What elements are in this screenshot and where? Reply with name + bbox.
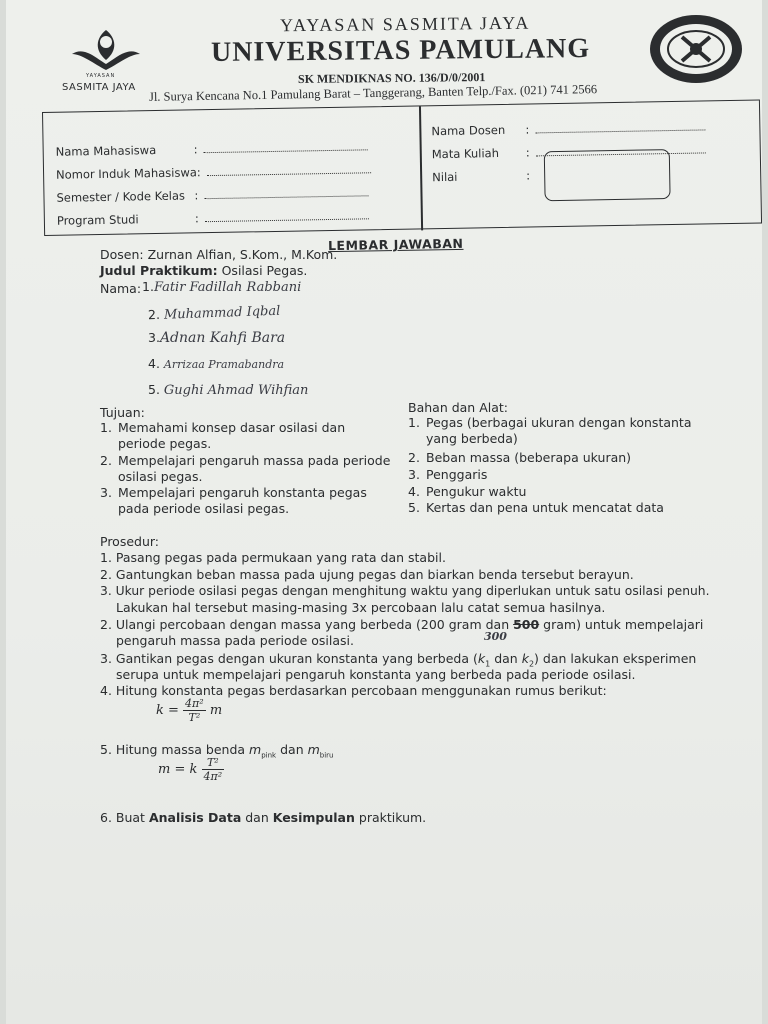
item-text: osilasi pegas.	[118, 469, 203, 484]
nilai-label: Nilai	[432, 169, 458, 185]
step-text: 2. Ulangi percobaan dengan massa yang berbeda (200 gram dan	[100, 617, 514, 632]
step-text: 5. Hitung massa benda	[100, 742, 250, 757]
item-text: Mempelajari pengaruh massa pada periode	[118, 453, 391, 468]
member-name: Fatir Fadillah Rabbani	[153, 280, 302, 295]
item-text: Memahami konsep dasar osilasi dan	[118, 420, 346, 435]
member-row	[142, 279, 301, 296]
item-number: 1.	[408, 415, 420, 430]
prosedur-step-cont: serupa untuk mempelajari pengaruh konstanta yang berbeda pada periode osilasi.	[116, 667, 636, 682]
answer-sheet-paper	[6, 0, 762, 1024]
prodi-row	[57, 212, 139, 227]
item-number: 3.	[408, 467, 420, 482]
member-number: 4.	[148, 356, 160, 371]
nama-dosen-label: Nama Dosen	[431, 122, 506, 139]
member-number: 1.	[142, 279, 154, 294]
item-number: 2.	[100, 453, 112, 468]
math-sub: pink	[261, 751, 277, 760]
nim-label: Nomor Induk Mahasiswa:	[55, 165, 201, 182]
mata-kuliah-label: Mata Kuliah	[431, 146, 500, 162]
item-number: 2.	[408, 450, 420, 465]
university-seal-icon	[646, 12, 746, 87]
math-var: m	[249, 742, 262, 757]
bahan-item	[408, 415, 692, 447]
step-text: 3. Gantikan pegas dengan ukuran konstanta yang berbeda (	[100, 651, 478, 666]
formula-fraction	[183, 697, 206, 724]
item-text: periode pegas.	[118, 436, 212, 451]
member-number: 2.	[147, 306, 161, 323]
prosedur-step: 3. Ukur periode osilasi pegas dengan menghitung waktu yang diperlukan untuk satu osilasi penuh.	[100, 584, 710, 598]
prosedur-step: 4. Hitung konstanta pegas berdasarkan percobaan menggunakan rumus berikut:	[100, 683, 607, 698]
nama-dosen-field	[525, 119, 705, 136]
member-row	[148, 356, 284, 373]
nilai-score-box[interactable]	[544, 149, 671, 201]
bahan-item	[408, 450, 631, 466]
item-text: Mempelajari pengaruh konstanta pegas	[118, 485, 367, 500]
prosedur-heading: Prosedur:	[100, 534, 160, 549]
member-name: Arrizaa Pramabandra	[163, 358, 285, 371]
student-info-box	[42, 99, 762, 236]
member-number: 5.	[148, 382, 160, 397]
university-address: Jl. Surya Kencana No.1 Pamulang Barat – Tanggerang, Banten Telp./Fax. (021) 741 2566	[148, 82, 598, 104]
step-text: gram) untuk mempelajari	[539, 617, 704, 632]
step-text: dan	[276, 742, 308, 757]
formula-denominator: T²	[188, 711, 201, 724]
logo-yayasan-text: YAYASAN	[86, 73, 116, 79]
math-var: k	[521, 651, 529, 666]
prosedur-step: 2. Gantungkan beban massa pada ujung pegas dan biarkan benda tersebut berayun.	[100, 567, 634, 582]
formula-numerator: T²	[202, 756, 225, 770]
member-number: 3.	[148, 330, 160, 345]
formula-fraction	[202, 756, 225, 783]
decree-number: SK MENDIKNAS NO. 136/D/0/2001	[297, 70, 486, 86]
item-text: Kertas dan pena untuk mencatat data	[426, 500, 664, 515]
semester-blank[interactable]	[204, 186, 368, 199]
dosen-line: Dosen: Zurnan Alfian, S.Kom., M.Kom.	[100, 247, 338, 262]
step-text: dan	[241, 810, 273, 825]
item-text: pada periode osilasi pegas.	[118, 501, 290, 516]
formula-lhs: m = k	[158, 762, 198, 777]
formula-lhs: k =	[156, 703, 179, 718]
prodi-label: Program Studi	[56, 212, 139, 228]
prosedur-step	[100, 810, 426, 826]
semester-field	[194, 185, 368, 202]
logo-name-text: SASMITA JAYA	[62, 82, 136, 93]
judul-line	[100, 263, 307, 279]
member-name: Muhammad Iqbal	[163, 303, 281, 323]
prosedur-step	[100, 617, 703, 633]
nama-mahasiswa-row	[56, 143, 157, 159]
mata-kuliah-row	[432, 146, 499, 161]
nama-mahasiswa-blank[interactable]	[203, 140, 367, 153]
prosedur-step: 1. Pasang pegas pada permukaan yang rata dan stabil.	[100, 550, 446, 565]
formula-mass	[158, 756, 224, 783]
struck-value: 500	[513, 617, 540, 632]
nama-label: Nama:	[100, 281, 142, 296]
nama-dosen-blank[interactable]	[535, 120, 705, 133]
math-var: k	[477, 651, 486, 666]
formula-rhs: m	[209, 703, 223, 718]
bahan-item	[408, 500, 664, 516]
prodi-field	[195, 208, 369, 225]
colon: :	[525, 122, 530, 137]
item-text: yang berbeda)	[426, 431, 518, 446]
step-text: ) dan lakukan eksperimen	[534, 651, 697, 666]
university-name: UNIVERSITAS PAMULANG	[210, 33, 591, 68]
judul-label: Judul Praktikum:	[100, 263, 218, 278]
math-sub: biru	[319, 751, 334, 760]
member-name: Adnan Kahfi Bara	[159, 330, 286, 346]
bahan-item	[408, 484, 526, 500]
nim-blank[interactable]	[207, 163, 371, 176]
bahan-heading: Bahan dan Alat:	[408, 400, 508, 415]
member-row	[148, 330, 285, 346]
colon: :	[194, 211, 199, 226]
math-sub: 2	[528, 659, 535, 669]
formula-numerator: 4π²	[185, 697, 204, 710]
prosedur-step-cont: Lakukan hal tersebut masing-masing 3x percobaan lalu catat semua hasilnya.	[116, 600, 606, 615]
item-number: 4.	[408, 484, 420, 499]
form-divider	[419, 106, 423, 230]
step-text: dan	[490, 651, 522, 666]
semester-label: Semester / Kode Kelas	[56, 188, 186, 205]
item-text: Beban massa (beberapa ukuran)	[426, 450, 632, 465]
step-text: 6. Buat	[100, 810, 149, 825]
judul-value: Osilasi Pegas.	[221, 263, 308, 278]
tujuan-item	[100, 485, 367, 517]
formula-denominator: 4π²	[203, 770, 223, 783]
step-text: praktikum.	[354, 810, 427, 825]
handwritten-correction: 300	[484, 630, 507, 643]
item-text: Pegas (berbagai ukuran dengan konstanta	[426, 415, 692, 430]
item-text: Penggaris	[426, 467, 488, 482]
item-number: 5.	[408, 500, 420, 515]
math-var: m	[307, 742, 320, 757]
colon: :	[525, 145, 530, 160]
foundation-name: YAYASAN SASMITA JAYA	[279, 12, 531, 36]
semester-row	[56, 189, 185, 205]
nama-mahasiswa-field	[194, 139, 368, 156]
tujuan-heading: Tujuan:	[100, 405, 145, 420]
member-row	[148, 382, 308, 399]
nama-mahasiswa-label: Nama Mahasiswa	[55, 143, 157, 159]
tujuan-item	[100, 420, 345, 452]
colon: :	[193, 142, 198, 157]
nilai-colon: :	[526, 168, 531, 183]
member-row	[148, 303, 281, 325]
formula-spring-constant	[156, 697, 222, 724]
item-number: 3.	[100, 485, 112, 500]
step-bold: Kesimpulan	[272, 810, 355, 825]
math-sub: 1	[485, 659, 491, 669]
step-bold: Analisis Data	[148, 810, 242, 825]
colon: :	[194, 188, 199, 203]
bahan-item	[408, 467, 487, 483]
nim-row	[56, 162, 371, 181]
prodi-blank[interactable]	[205, 209, 369, 222]
sheet-title: LEMBAR JAWABAN	[327, 235, 464, 254]
nama-dosen-row	[431, 123, 505, 138]
nilai-row	[432, 170, 457, 184]
item-text: Pengukur waktu	[426, 484, 527, 499]
prosedur-step-cont: pengaruh massa pada periode osilasi.	[116, 633, 354, 648]
member-name: Gughi Ahmad Wihfian	[163, 383, 309, 398]
sasmita-jaya-logo-icon	[66, 24, 146, 76]
item-number: 1.	[100, 420, 112, 435]
tujuan-item	[100, 453, 390, 485]
